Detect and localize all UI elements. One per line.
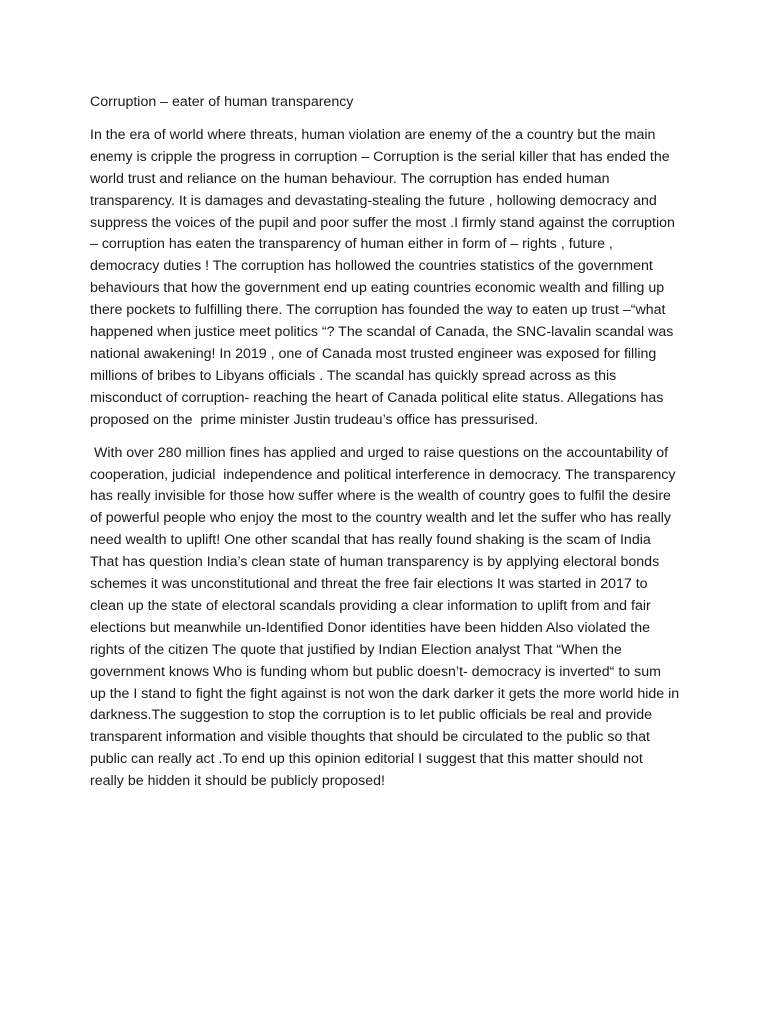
paragraph-2: With over 280 million fines has applied and urged to raise questions on the accountability of cooperation, judicial independence and political interference in democracy. The transparency has really invisible for those how suffer where is the wealth of country goes to fulfil the desire of powerful people who enjoy the most to the country wealth and let the suffer who has really need wealth to uplift! One other scandal that has really found shaking is the scam of India That has question India’s clean state of human transparency is by applying electoral bonds schemes it was unconstitutional and threat the free fair elections It was started in 2017 to clean up the state of electoral scandals providing a clear information to uplift from and fair elections but meanwhile un-Identified Donor identities have been hidden Also violated the rights of the citizen The quote that justified by Indian Election analyst That “When the government knows Who is funding whom but public doesn’t- democracy is inverted“ to sum up the I stand to fight the fight against is not won the dark darker it gets the more world hide in darkness.The suggestion to stop the corruption is to let public officials be real and provide transparent information and visible thoughts that should be circulated to the public so that public can really act .To end up this opinion editorial I suggest that this matter should not really be hidden it should be publicly proposed! — [90, 444, 684, 790]
paragraph-1: In the era of world where threats, human violation are enemy of the a country but the main enemy is cripple the progress in corruption – Corruption is the serial killer that has ended the world trust and reliance on the human behaviour. The corruption has ended human transparency. It is damages and devastating-stealing the future , hollowing democracy and suppress the voices of the pupil and poor suffer the most .I firmly stand against the corruption – corruption has eaten the transparency of human either in form of – rights , future , democracy duties ! The corruption has hollowed the countries statistics of the government behaviours that how the government end up eating countries economic wealth and filling up there pockets to fulfilling there. The corruption has founded the way to eaten up trust –“what happened when justice meet politics “? The scandal of Canada, the SNC-lavalin scandal was national awakening! In 2019 , one of Canada most trusted engineer was exposed for filling millions of bribes to Libyans officials . The scandal has quickly spread across as this misconduct of corruption- reaching the heart of Canada political elite status. Allegations has proposed on the prime minister Justin trudeau’s office has pressurised. — [90, 126, 679, 428]
document-title: Corruption – eater of human transparency — [90, 94, 354, 110]
document-body — [90, 92, 684, 804]
